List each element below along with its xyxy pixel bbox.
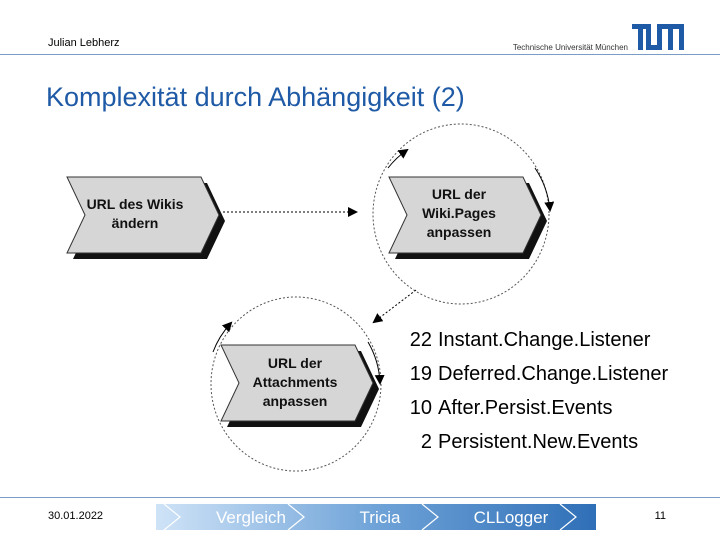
footer-rule — [0, 497, 720, 498]
slide-title: Komplexität durch Abhängigkeit (2) — [46, 82, 465, 112]
list-item — [400, 357, 718, 391]
list-item — [400, 425, 718, 459]
listener-count: 19 — [409, 363, 432, 385]
listener-name: Persistent.New.Events — [438, 431, 639, 453]
arrow-down-left-icon — [374, 290, 416, 322]
nav-item-cllogger[interactable]: CLLogger — [473, 508, 549, 527]
listener-count: 22 — [409, 329, 432, 351]
author-name: Julian Lebherz — [48, 37, 120, 49]
listener-name: Deferred.Change.Listener — [438, 363, 669, 385]
university-name: Technische Universität München — [512, 43, 628, 52]
listener-count: 10 — [409, 397, 432, 419]
footer-date: 30.01.2022 — [48, 510, 104, 522]
step-label-adjust-attachments-url: URL der Attachments anpassen — [252, 355, 338, 409]
listener-name: Instant.Change.Listener — [438, 329, 651, 351]
list-item — [400, 323, 718, 357]
nav-item-vergleich[interactable]: Vergleich — [216, 508, 286, 527]
listener-count: 2 — [420, 431, 432, 453]
step-label-change-wiki-url: URL des Wikis ändern — [86, 196, 184, 231]
step-label-adjust-wikipages-url: URL der Wiki.Pages anpassen — [422, 186, 496, 240]
listener-list — [400, 323, 718, 459]
list-item — [400, 391, 718, 425]
page-number: 11 — [654, 510, 666, 522]
nav-item-tricia[interactable]: Tricia — [359, 508, 401, 527]
listener-name: After.Persist.Events — [438, 397, 613, 419]
